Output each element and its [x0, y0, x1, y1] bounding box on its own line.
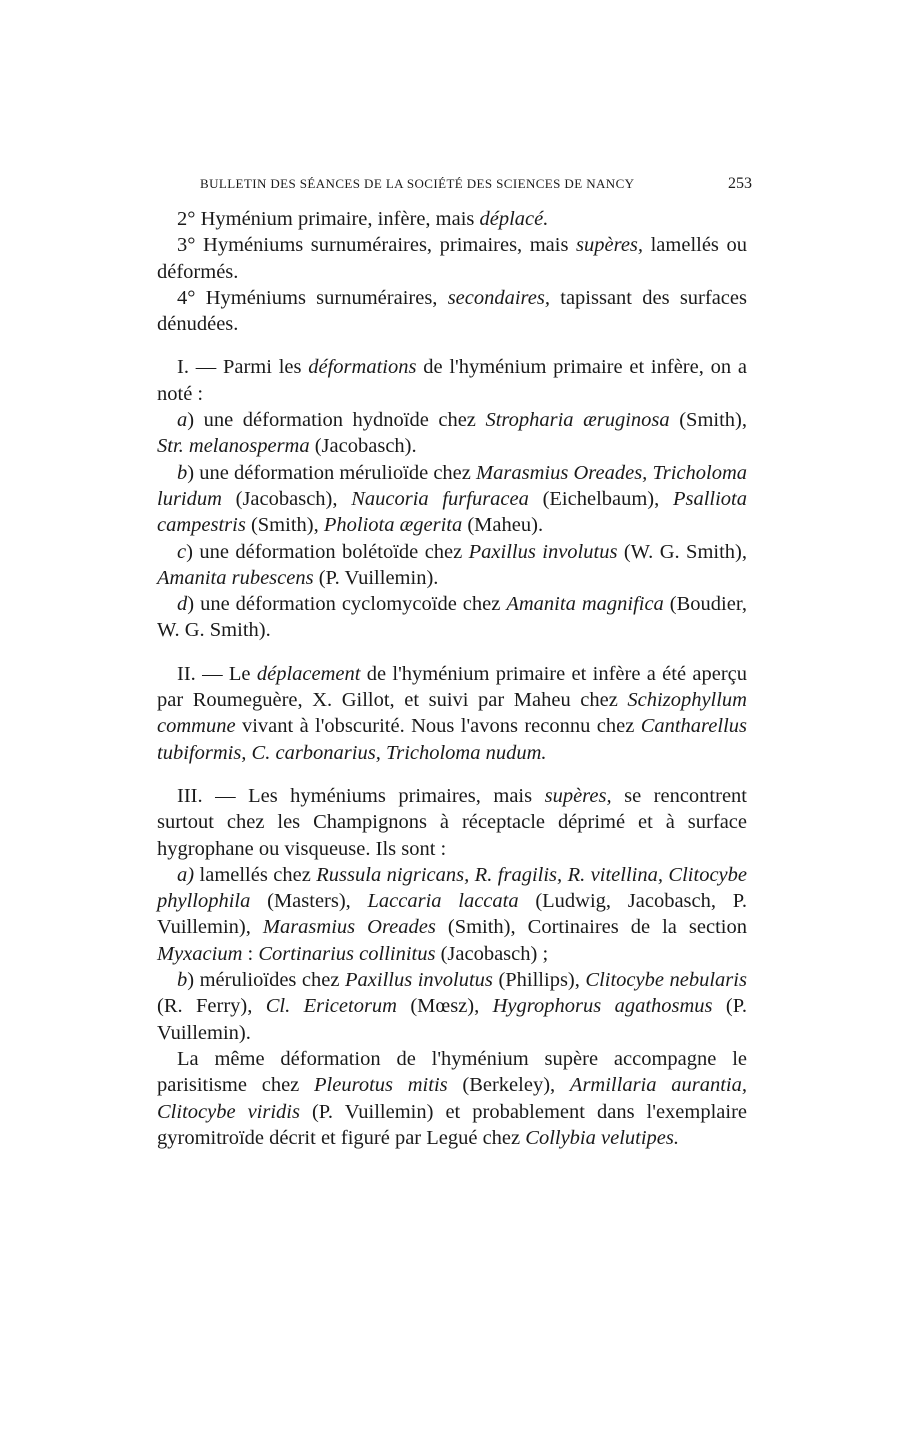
text-run: se rencontrent surtout chez les Champignons à réceptacle déprimé et à surface hygrophane ou visqueuse. Ils sont :: [157, 784, 747, 860]
italic-run: Cl. Ericetorum: [265, 995, 397, 1018]
paragraph: [157, 206, 747, 232]
italic-run: Schizophyllum commune: [157, 689, 747, 738]
italic-run: Cantharellus tubiformis, C. carbonarius, Tricholoma nudum.: [157, 715, 747, 764]
text-run: (Phillips),: [492, 969, 586, 992]
paragraph: [157, 232, 747, 285]
text-run: (R. Ferry),: [157, 995, 266, 1018]
paragraph: [157, 407, 747, 460]
italic-run: déplacé.: [479, 208, 549, 230]
text-run: ) une déformation mérulioïde chez: [187, 461, 477, 484]
text-run: lamellés ou déformés.: [157, 234, 747, 283]
text-run: (P. Vuillemin).: [313, 566, 439, 589]
italic-run: Str. melanosperma: [157, 435, 310, 458]
italic-run: secondaires,: [447, 286, 550, 309]
text-run: (Ludwig, Jacobasch, P. Vuillemin),: [157, 890, 747, 939]
text-run: ) une déformation bolétoïde chez: [186, 540, 469, 563]
paragraph: [157, 967, 747, 1046]
paragraph: [157, 285, 747, 338]
text-run: I. — Parmi les: [177, 356, 309, 379]
paragraph: [157, 354, 747, 407]
text-run: (Boudier, W. G. Smith).: [157, 593, 747, 642]
text-run: (Berkeley),: [447, 1074, 570, 1097]
text-run: (Smith),: [669, 409, 747, 432]
italic-run: déformations: [308, 356, 417, 379]
italic-run: Amanita rubescens: [157, 566, 314, 589]
text-run: (Smith),: [245, 514, 324, 537]
italic-run: Collybia velutipes.: [525, 1126, 679, 1149]
italic-run: c: [177, 540, 187, 563]
text-run: lamellés chez: [194, 863, 317, 886]
text-run: 4° Hyméniums surnuméraires,: [177, 286, 448, 309]
text-run: (Masters),: [250, 890, 368, 913]
text-run: (Maheu).: [462, 514, 544, 537]
text-run: de l'hyménium primaire et infère a été aperçu par Roumeguère, X. Gillot, et suivi par Maheu chez: [157, 662, 747, 712]
running-title: BULLETIN DES SÉANCES DE LA SOCIÉTÉ DES SCIENCES DE NANCY: [200, 176, 635, 191]
text-run: :: [242, 942, 259, 965]
text-run: II. — Le: [177, 662, 257, 685]
text-run: III. — Les hyméniums primaires, mais: [177, 784, 545, 807]
italic-run: Amanita magnifica: [506, 593, 664, 616]
paragraph: [157, 460, 747, 539]
text-run: (Jacobasch).: [309, 435, 417, 458]
page-number: 253: [728, 175, 752, 192]
italic-run: Clitocybe nebularis: [585, 969, 747, 992]
paragraph: [157, 783, 747, 862]
text-run: ) mérulioïdes chez: [187, 969, 346, 992]
italic-run: Marasmius Oreades: [262, 916, 436, 939]
paragraph: [157, 1046, 747, 1151]
text-run: (Smith), Cortinaires de la section: [435, 916, 747, 939]
italic-run: a): [177, 863, 195, 886]
italic-run: b: [177, 461, 188, 484]
paragraph: [157, 661, 747, 766]
paragraph: [157, 539, 747, 592]
paragraph: [157, 862, 747, 967]
italic-run: a: [177, 409, 188, 432]
italic-run: Paxillus involutus: [345, 969, 493, 992]
text-run: 2° Hyménium primaire, infère, mais: [177, 208, 480, 230]
text-run: 3° Hyméniums surnuméraires, primaires, mais: [177, 234, 577, 257]
italic-run: Naucoria furfuracea: [351, 487, 529, 510]
text-run: (Eichelbaum),: [528, 487, 673, 510]
text-run: (P. Vuillemin) et probablement dans l'exemplaire gyromitroïde décrit et figuré par Legué chez: [157, 1100, 748, 1149]
italic-run: d: [177, 593, 188, 616]
text-run: ) une déformation hydnoïde chez: [187, 409, 486, 432]
text-run: (Mœsz),: [396, 995, 493, 1018]
italic-run: Psalliota campestris: [157, 487, 747, 537]
text-run: de l'hyménium primaire et infère, on a noté :: [157, 356, 747, 405]
running-header: [200, 176, 752, 192]
text-run: vivant à l'obscurité. Nous l'avons reconnu chez: [235, 715, 641, 738]
italic-run: Stropharia æruginosa: [485, 409, 670, 432]
italic-run: Pleurotus mitis: [314, 1074, 448, 1097]
italic-run: Armillaria aurantia, Clitocybe viridis: [157, 1074, 747, 1123]
italic-run: b: [177, 969, 188, 992]
text-run: (Jacobasch),: [221, 487, 352, 510]
text-run: (Jacobasch) ;: [435, 942, 549, 965]
italic-run: Cortinarius collinitus: [258, 942, 436, 965]
italic-run: supères,: [544, 784, 612, 807]
text-run: (P. Vuillemin).: [157, 995, 747, 1044]
text-run: (W. G. Smith),: [617, 540, 747, 563]
italic-run: Myxacium: [157, 942, 243, 965]
italic-run: Laccaria laccata: [367, 890, 519, 913]
italic-run: déplacement: [256, 662, 361, 685]
italic-run: Hygrophorus agathosmus: [492, 995, 713, 1018]
italic-run: Pholiota ægerita: [323, 514, 463, 537]
italic-run: Paxillus involutus: [468, 540, 618, 563]
body-text: [157, 206, 747, 1151]
text-run: La même déformation de l'hyménium supère accompagne le parisitisme chez: [157, 1047, 747, 1097]
italic-run: Marasmius Oreades, Tricholoma luridum: [157, 461, 748, 510]
text-run: ) une déformation cyclomycoïde chez: [187, 593, 507, 616]
paragraph: [157, 591, 747, 644]
text-run: tapissant des surfaces dénudées.: [157, 286, 747, 336]
italic-run: Russula nigricans, R. fragilis, R. vitellina, Clitocybe phyllophila: [157, 863, 747, 913]
italic-run: supères,: [576, 234, 644, 257]
